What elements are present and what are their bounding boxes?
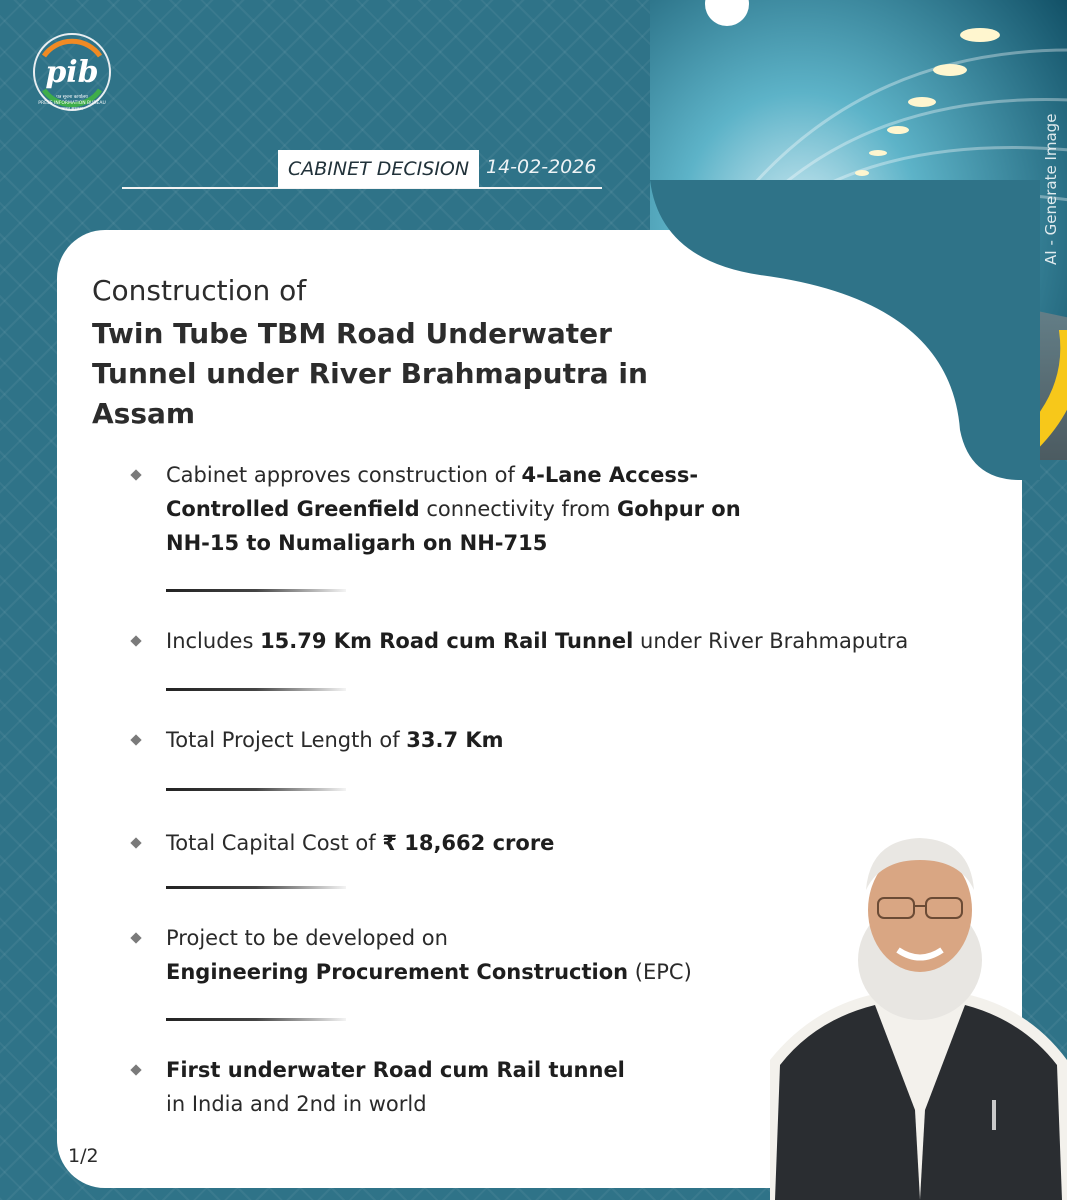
- cabinet-decision-label: CABINET DECISION: [288, 158, 470, 180]
- item-bold-text: Engineering Procurement Construction: [166, 960, 629, 984]
- item-text: connectivity from: [419, 497, 618, 521]
- item-divider: [166, 886, 346, 889]
- item-divider: [166, 1018, 346, 1021]
- list-item: [132, 458, 772, 560]
- bullet-diamond-icon: [130, 469, 141, 480]
- bullet-diamond-icon: [130, 635, 141, 646]
- bullet-diamond-icon: [130, 1064, 141, 1075]
- item-text: Cabinet approves construction of: [166, 463, 522, 487]
- tunnel-image-overlay: [650, 0, 1067, 460]
- list-item: [132, 826, 772, 860]
- item-bold-text: 15.79 Km Road cum Rail Tunnel: [260, 629, 634, 653]
- bullet-diamond-icon: [130, 932, 141, 943]
- svg-text:pib: pib: [45, 55, 99, 90]
- ai-generated-label: AI - Generate Image: [1042, 113, 1060, 265]
- svg-text:भारत सरकार: भारत सरकार: [61, 107, 83, 112]
- list-item: [132, 1053, 752, 1121]
- cabinet-decision-badge: [278, 150, 479, 188]
- item-text: (EPC): [628, 960, 692, 984]
- decision-date: 14-02-2026: [486, 156, 597, 178]
- item-text: under River Brahmaputra: [633, 629, 909, 653]
- svg-text:पत्र सूचना कार्यालय: पत्र सूचना कार्यालय: [56, 95, 88, 100]
- item-text: in India and 2nd in world: [166, 1092, 427, 1116]
- item-text: Total Project Length of: [166, 728, 407, 752]
- list-item: [132, 624, 1012, 658]
- page-title: Twin Tube TBM Road Underwater Tunnel under River Brahmaputra in Assam: [92, 317, 648, 430]
- item-divider: [166, 688, 346, 691]
- leader-portrait: [770, 820, 1067, 1200]
- pib-logo: [22, 26, 122, 126]
- svg-text:PRESS INFORMATION BUREAU: PRESS INFORMATION BUREAU: [38, 101, 106, 106]
- item-bold-text: First underwater Road cum Rail tunnel: [166, 1058, 625, 1082]
- bullet-diamond-icon: [130, 734, 141, 745]
- title-intro: Construction of: [92, 274, 307, 307]
- page-indicator: 1/2: [68, 1145, 99, 1167]
- item-bold-text: Gohpur on NH-15 to Numaligarh on NH-715: [166, 497, 741, 555]
- item-text: Total Capital Cost of: [166, 831, 383, 855]
- item-bold-text: 33.7 Km: [406, 728, 504, 752]
- list-item: [132, 723, 772, 757]
- item-text: Includes: [166, 629, 261, 653]
- bullet-diamond-icon: [130, 837, 141, 848]
- item-bold-text: 4-Lane Access-Controlled Greenfield: [166, 463, 699, 521]
- list-item: [132, 921, 772, 989]
- item-divider: [166, 589, 346, 592]
- item-bold-text: ₹ 18,662 crore: [382, 831, 555, 855]
- item-divider: [166, 788, 346, 791]
- item-text: Project to be developed on: [166, 926, 448, 950]
